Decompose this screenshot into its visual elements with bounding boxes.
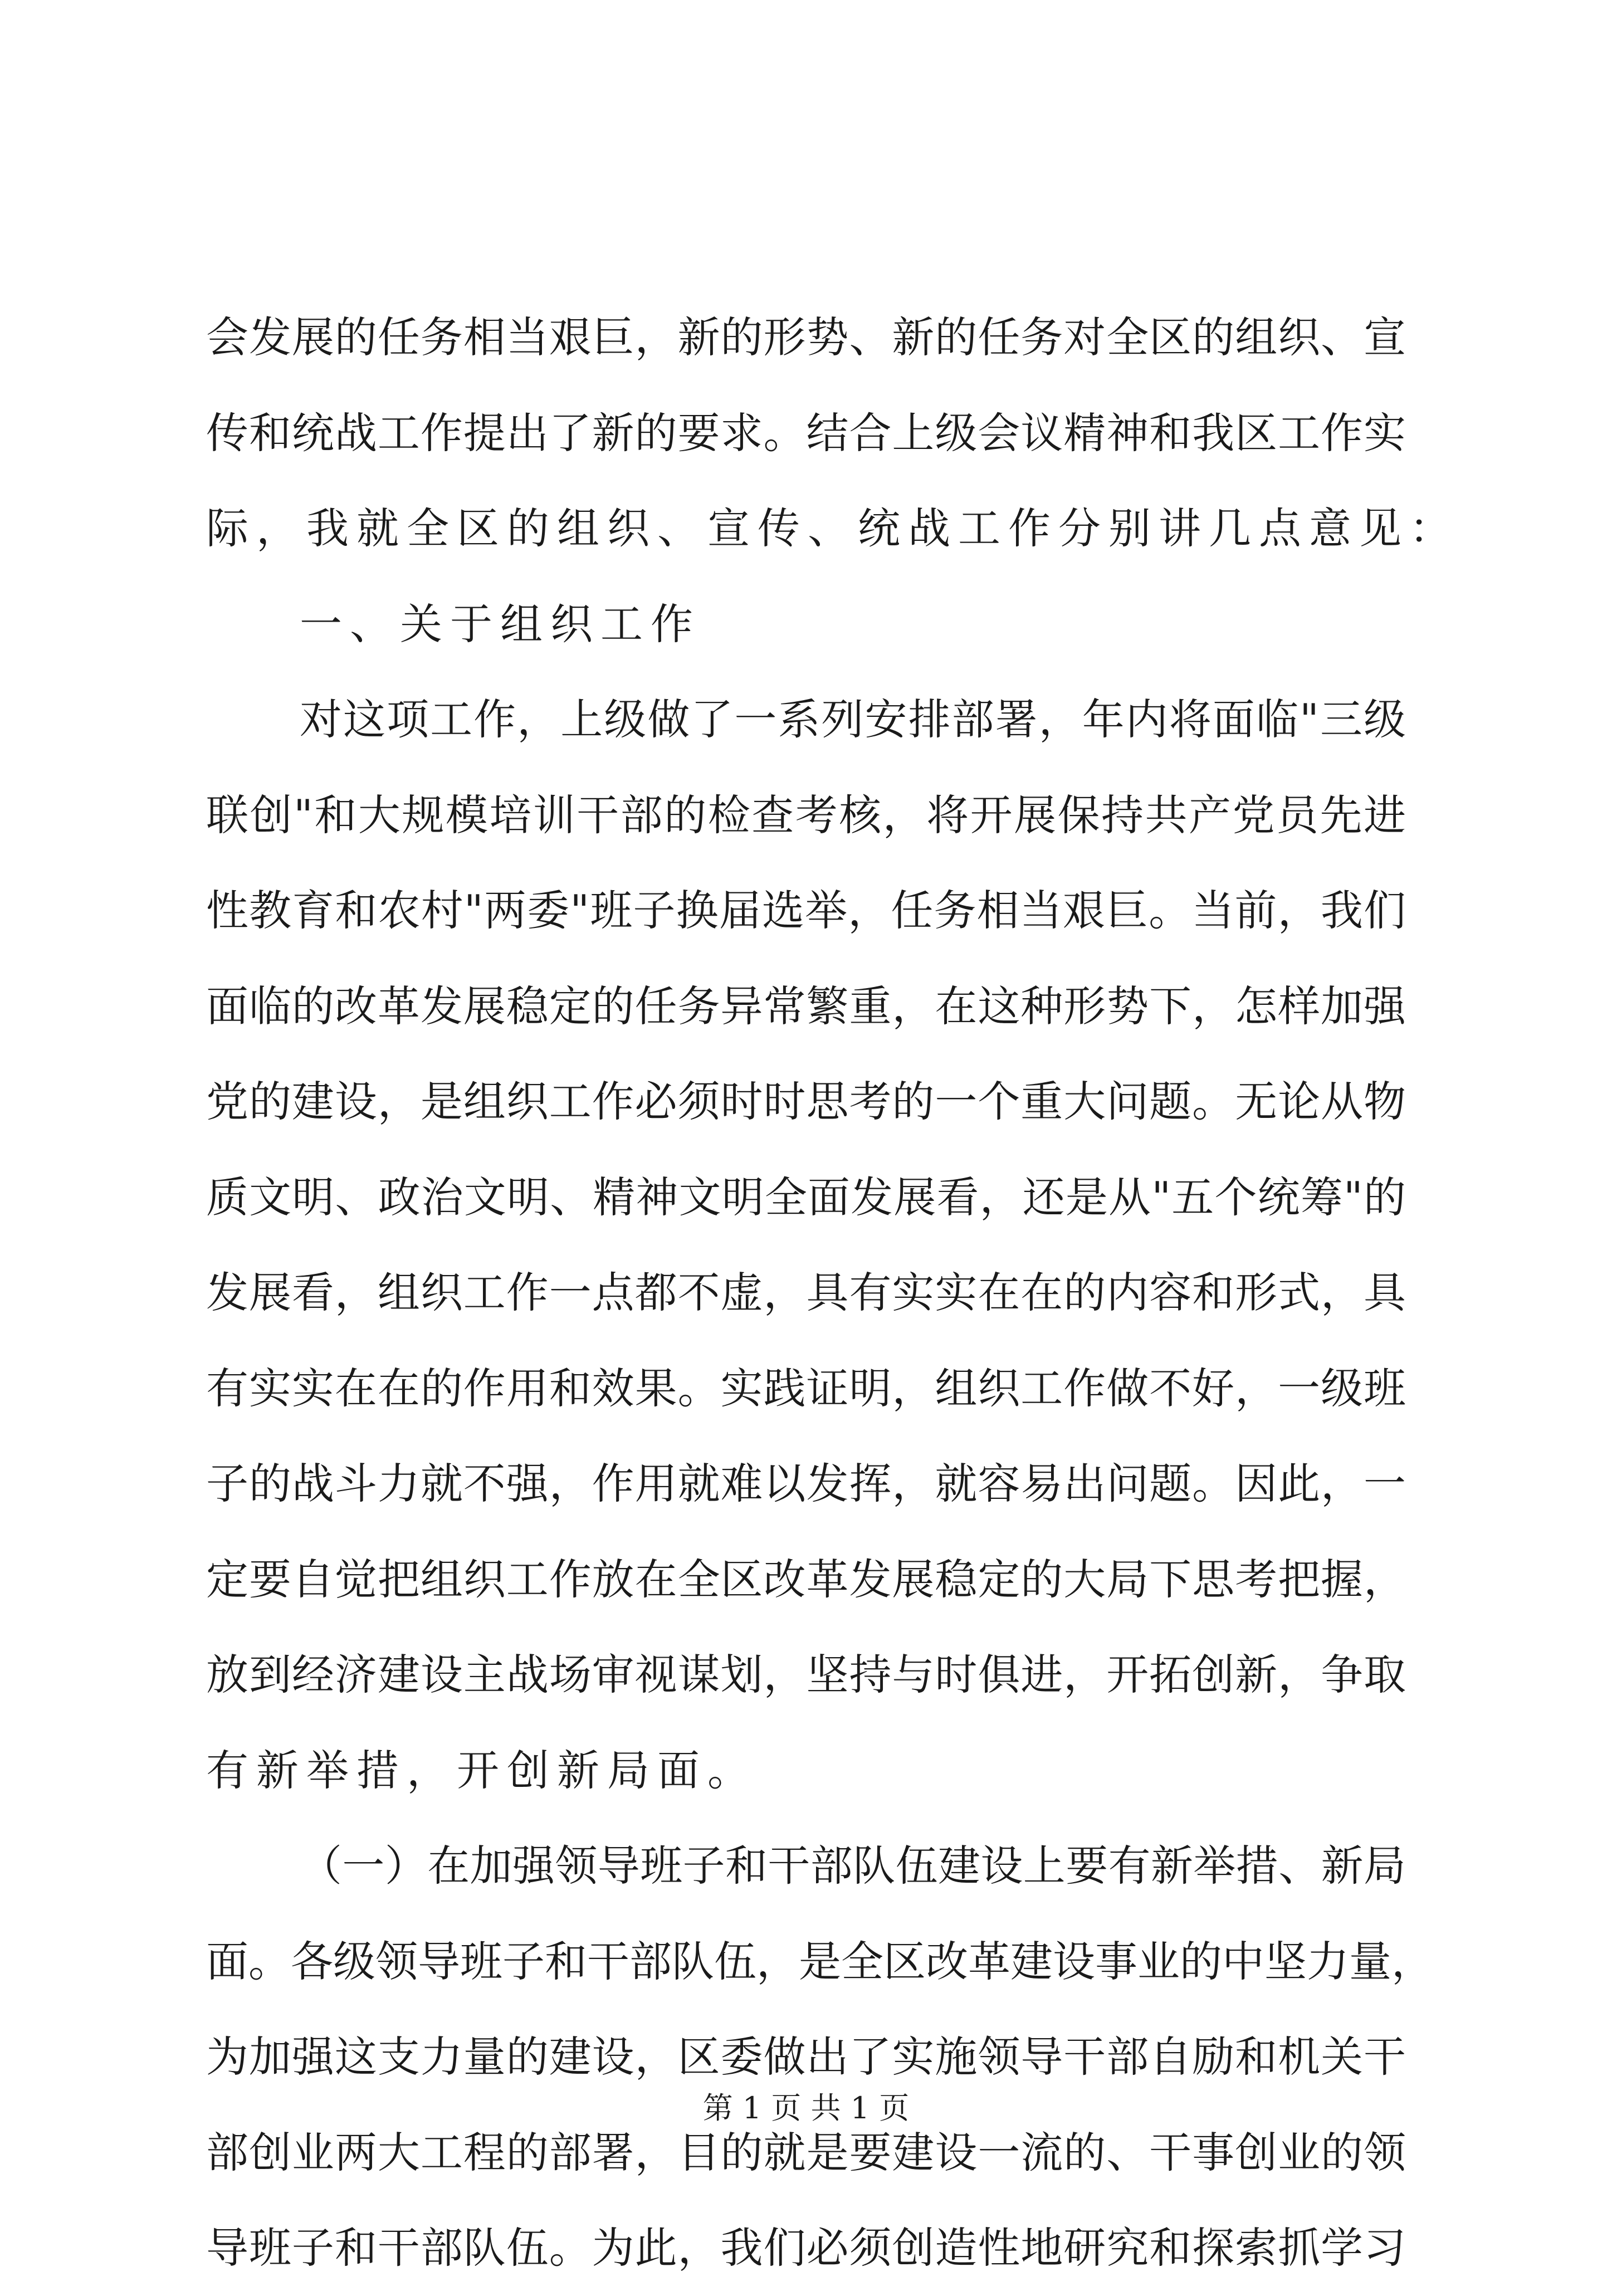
text-line: 联创"和大规模培训干部的检查考核，将开展保持共产党员先进 (206, 790, 1406, 840)
text-line: 质文明、政治文明、精神文明全面发展看，还是从"五个统筹"的 (206, 1172, 1406, 1222)
text-line: 际，我就全区的组织、宣传、统战工作分别讲几点意见： (206, 504, 1459, 553)
text-line: 有新举措，开创新局面。 (206, 1745, 758, 1795)
text-line: 党的建设，是组织工作必须时时思考的一个重大问题。无论从物 (206, 1077, 1406, 1126)
subsection-heading-line: （一）在加强领导班子和干部队伍建设上要有新举措、新局 (300, 1841, 1406, 1890)
text-line: 会发展的任务相当艰巨，新的形势、新的任务对全区的组织、宣 (206, 312, 1406, 362)
text-line: 子的战斗力就不强，作用就难以发挥，就容易出问题。因此，一 (206, 1459, 1406, 1508)
page-number-footer: 第 1 页 共 1 页 (702, 2090, 910, 2126)
text-line: 为加强这支力量的建设，区委做出了实施领导干部自励和机关干 (206, 2032, 1406, 2082)
text-line: 对这项工作，上级做了一系列安排部署，年内将面临"三级 (300, 695, 1406, 744)
text-line: 有实实在在的作用和效果。实践证明，组织工作做不好，一级班 (206, 1363, 1406, 1413)
text-line: 部创业两大工程的部署，目的就是要建设一流的、干事创业的领 (206, 2127, 1406, 2177)
text-line: 定要自觉把组织工作放在全区改革发展稳定的大局下思考把握， (206, 1554, 1406, 1604)
document-body (206, 290, 1459, 2296)
text-line: 传和统战工作提出了新的要求。结合上级会议精神和我区工作实 (206, 408, 1406, 458)
text-line: 面。各级领导班子和干部队伍，是全区改革建设事业的中坚力量， (206, 1936, 1434, 1986)
text-line: 发展看，组织工作一点都不虚，具有实实在在的内容和形式，具 (206, 1268, 1406, 1317)
text-line: 面临的改革发展稳定的任务异常繁重，在这种形势下，怎样加强 (206, 981, 1406, 1031)
text-line: 导班子和干部队伍。为此，我们必须创造性地研究和探索抓学习 (206, 2223, 1406, 2273)
text-line: 放到经济建设主战场审视谋划，坚持与时俱进，开拓创新，争取 (206, 1650, 1406, 1699)
section-heading: 一、关于组织工作 (300, 599, 701, 649)
text-line: 性教育和农村"两委"班子换届选举，任务相当艰巨。当前，我们 (206, 886, 1406, 935)
